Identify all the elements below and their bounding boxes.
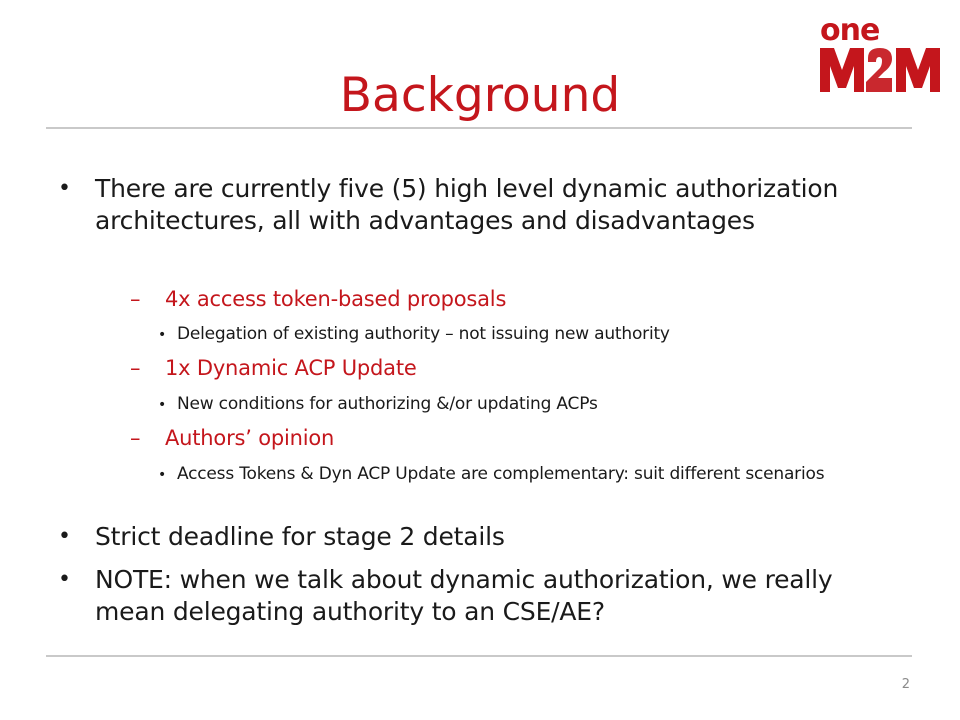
sub-sub-bullet-item (158, 463, 858, 485)
sub-sub-bullet-item (158, 323, 858, 345)
slide-title: Background (339, 68, 621, 123)
title-divider (46, 127, 912, 129)
bullet-marker: • (158, 327, 167, 343)
page-number: 2 (901, 677, 910, 692)
footer-divider (46, 655, 912, 657)
sub-bullet-text: Authors’ opinion (165, 426, 335, 450)
sub-sub-bullet-text: Access Tokens & Dyn ACP Update are complementary: suit different scenarios (177, 464, 825, 484)
bullet-item (58, 564, 908, 628)
sub-bullet-item (130, 424, 890, 452)
bullet-marker: • (158, 397, 167, 413)
dash-marker: – (130, 356, 141, 380)
bullet-marker: • (158, 467, 167, 483)
bullet-text: Strict deadline for stage 2 details (95, 522, 505, 551)
sub-sub-bullet-item (158, 393, 858, 415)
sub-sub-bullet-text: New conditions for authorizing &/or updating ACPs (177, 394, 598, 414)
sub-bullet-item (130, 285, 890, 313)
bullet-item (58, 521, 908, 553)
svg-text:one: one (820, 13, 880, 48)
sub-bullet-item (130, 354, 890, 382)
dash-marker: – (130, 287, 141, 311)
sub-sub-bullet-text: Delegation of existing authority – not issuing new authority (177, 324, 670, 344)
sub-bullet-text: 1x Dynamic ACP Update (165, 356, 417, 380)
sub-bullet-text: 4x access token-based proposals (165, 287, 507, 311)
dash-marker: – (130, 426, 141, 450)
bullet-text: There are currently five (5) high level dynamic authorization architectures, all with advantages and disadvantages (95, 174, 839, 235)
bullet-marker: • (58, 524, 71, 549)
bullet-marker: • (58, 567, 71, 592)
bullet-text: NOTE: when we talk about dynamic authorization, we really mean delegating authority to an CSE/AE? (95, 565, 833, 626)
bullet-marker: • (58, 176, 71, 201)
bullet-item (58, 173, 908, 237)
